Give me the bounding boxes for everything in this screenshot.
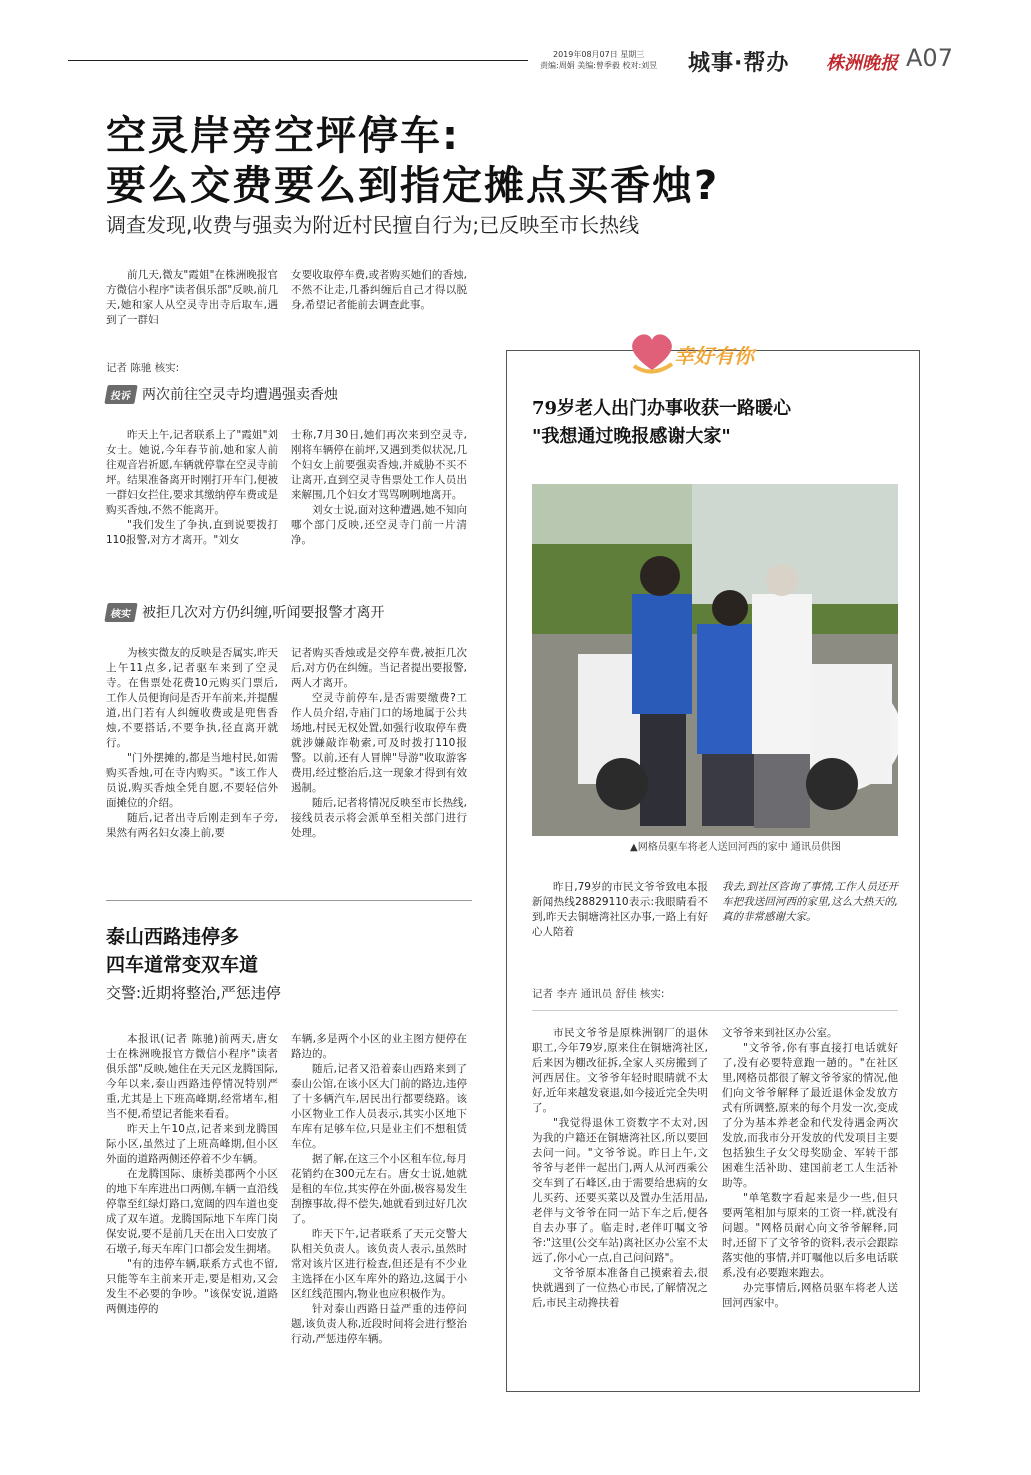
header-date: 2019年08月07日 星期三 <box>553 50 645 59</box>
second-title-2: 四车道常变双车道 <box>106 954 259 976</box>
lead-intro-col1: 前几天,微友"霞姐"在株洲晚报官方微信小程序"读者俱乐部"反映,前几天,她和家人从空灵寺出寺后取车,遇到了一群妇 <box>106 269 278 326</box>
headline-line-1: 空灵岸旁空坪停车: <box>106 113 460 159</box>
second-col2: 车辆,多是两个小区的业主图方便停在路边的。 随后,记者又沿着泰山西路来到了泰山公馆,在该小区大门前的路边,违停了十多辆汽车,居民出行都要绕路。该小区物业工作人员表示,其实小区地下车库有足够车位,只是业主们不想租赁车位。 据了解,在这三个小区租车位,每月花销约在300元左右。唐女士说,她就是租的车位,其实停在外面,极容易发生刮擦事故,得不偿失,她就看到过好几次了。 昨天下午,记者联系了天元交警大队相关负责人。该负责人表示,虽然时常对该片区进行检查,但还是有不少业主选择在小区车库外的路边,这属于小区红线范围内,物业也应积极作为。 针对泰山西路日益严重的违停问题,该负责人称,近段时间将会进行整治行动,严惩违停车辆。 <box>291 1033 467 1345</box>
complaint-heading <box>106 384 338 404</box>
complaint-title: 两次前往空灵寺均遭遇强卖香烛 <box>142 387 338 403</box>
side-lead-col1: 昨日,79岁的市民文爷爷致电本报新闻热线28829110表示:我眼睛看不到,昨天去铜塘湾社区办事,一路上有好心人陪着 <box>532 881 708 938</box>
side-logo-text: 幸好有你 <box>674 344 754 368</box>
complaint-col1: 昨天上午,记者联系上了"霞姐"刘女士。她说,今年春节前,她和家人前往观音岩祈愿,车辆就停靠在空灵寺前坪。结果准备离开时刚打开车门,便被一群妇女拦住,要求其缴纳停车费或是购买香烛,不然不能离开。 "我们发生了争执,直到说要拨打110报警,对方才离开。"刘女 <box>106 429 278 546</box>
second-title-1: 泰山西路违停多 <box>106 926 240 948</box>
side-col2: 文爷爷来到社区办公室。 "文爷爷,你有事直接打电话就好了,没有必要特意跑一趟的。"在社区里,网格员都很了解文爷爷家的情况,他们向文爷爷解释了最近退休金发放方式有所调整,原来的每个月发一次,变成了分为基本养老金和代发待遇金两次发放,而我市分开发放的代发项目主要包括独生子女父母奖励金、军转干部困难生活补助、建国前老工人生活补助等。 "单笔数字看起来是少一些,但只要两笔相加与原来的工资一样,就没有问题。"网格员耐心向文爷爷解释,同时,还留下了文爷爷的资料,表示会跟踪落实他的事情,并叮嘱他以后多电话联系,没有必要跑来跑去。 办完事情后,网格员驱车将老人送回河西家中。 <box>722 1027 898 1309</box>
second-subtitle: 交警:近期将整治,严惩违停 <box>106 984 281 1002</box>
side-title-2: "我想通过晚报感谢大家" <box>532 426 731 447</box>
side-lead-col2: 我去,到社区咨询了事情,工作人员还开车把我送回河西的家里,这么大热天的,真的非常感谢大家。 <box>722 881 898 923</box>
brand-logo: 株洲晚报 <box>826 53 898 74</box>
section-divider <box>106 900 472 901</box>
side-byline: 记者 李卉 通讯员 舒佳 核实: <box>532 988 665 1000</box>
side-logo <box>626 326 786 378</box>
lead-subhead: 调查发现,收费与强卖为附近村民擅自行为;已反映至市长热线 <box>106 213 640 237</box>
photo-caption: ▲网格员驱车将老人送回河西的家中 通讯员供图 <box>630 842 841 853</box>
section-label: 城事·帮办 <box>688 51 790 76</box>
verify-heading <box>106 602 384 622</box>
side-divider <box>532 1010 898 1011</box>
verify-tag: 核实 <box>104 603 137 622</box>
header-rule <box>68 60 528 61</box>
complaint-tag: 投诉 <box>104 385 137 404</box>
side-col1: 市民文爷爷是原株洲钢厂的退休职工,今年79岁,原来住在铜塘湾社区,后来因为棚改征拆,全家人买房搬到了河西居住。文爷爷年轻时眼睛就不太好,近年来越发衰退,如今接近完全失明了。 "我觉得退休工资数字不太对,因为我的户籍还在铜塘湾社区,所以要回去问一问。"文爷爷说。昨日上午,文爷爷与老伴一起出门,两人从河西乘公交车到了石峰区,由于需要给患病的女儿买药、还要买菜以及置办生活用品,老伴与文爷爷在同一站下车之后,便各自去办事了。临走时,老伴叮嘱文爷爷:"这里(公交车站)离社区办公室不太远了,你小心一点,自己问问路"。 文爷爷原本准备自己摸索着去,很快就遇到了一位热心市民,了解情况之后,市民主动搀扶着 <box>532 1027 708 1309</box>
header-editors: 责编:周娟 美编:曾季毅 校对:刘昱 <box>540 61 658 70</box>
news-photo <box>532 484 898 836</box>
verify-col2: 记者购买香烛或是交停车费,被拒几次后,对方仍在纠缠。当记者提出要报警,两人才离开。 空灵寺前停车,是否需要缴费?工作人员介绍,寺庙门口的场地属于公共场地,村民无权处置,如强行收取停车费就涉嫌敲诈勒索,可及时拨打110报警。以前,还有人冒牌"导游"收取游客费用,经过整治后,这一现象才得到有效遏制。 随后,记者将情况反映至市长热线,接线员表示将会派单至相关部门进行处理。 <box>291 647 467 839</box>
complaint-col2: 士称,7月30日,她们再次来到空灵寺,刚将车辆停在前坪,又遇到类似状况,几个妇女上前要强卖香烛,并威胁不买不让离开,直到空灵寺售票处工作人员出来解围,几个妇女才骂骂咧咧地离开。 刘女士说,面对这种遭遇,她不知向哪个部门反映,还空灵寺门前一片清净。 <box>291 429 467 546</box>
side-title-1: 79岁老人出门办事收获一路暖心 <box>532 398 792 419</box>
lead-intro-col2: 女要收取停车费,或者购买她们的香烛,不然不让走,几番纠缠后自己才得以脱身,希望记者能前去调查此事。 <box>291 269 467 311</box>
verify-col1: 为核实微友的反映是否属实,昨天上午11点多,记者驱车来到了空灵寺。在售票处花费10元购买门票后,工作人员便询问是否开车前来,并提醒道,出门若有人纠缠收费或是兜售香烛,不要搭话,不要争执,径直离开就行。 "门外摆摊的,都是当地村民,如需购买香烛,可在寺内购买。"该工作人员说,购买香烛全凭自愿,不要轻信外面摊位的介绍。 随后,记者出寺后刚走到车子旁,果然有两名妇女凑上前,要 <box>106 647 278 839</box>
verify-title: 被拒几次对方仍纠缠,听闻要报警才离开 <box>142 605 385 621</box>
page-number: A07 <box>906 44 953 72</box>
lead-byline: 记者 陈驰 核实: <box>106 362 180 374</box>
headline-line-2: 要么交费要么到指定摊点买香烛? <box>106 163 720 209</box>
second-col1: 本报讯(记者 陈驰)前两天,唐女士在株洲晚报官方微信小程序"读者俱乐部"反映,她住在天元区龙腾国际,今年以来,泰山西路违停情况特别严重,尤其是上下班高峰期,经常堵车,相当不便,希望记者能来看看。 昨天上午10点,记者来到龙腾国际小区,虽然过了上班高峰期,但小区外面的道路两侧还停着不少车辆。 在龙腾国际、康桥美郡两个小区的地下车库进出口两侧,车辆一直沿线停靠至红绿灯路口,宽阔的四车道也变成了双车道。龙腾国际地下车库门岗保安说,要不是前几天在出入口安放了石墩子,每天车库门口都会发生拥堵。 "有的违停车辆,联系方式也不留,只能等车主前来开走,要是相劝,又会发生不必要的争吵。"该保安说,道路两侧违停的 <box>106 1033 278 1315</box>
